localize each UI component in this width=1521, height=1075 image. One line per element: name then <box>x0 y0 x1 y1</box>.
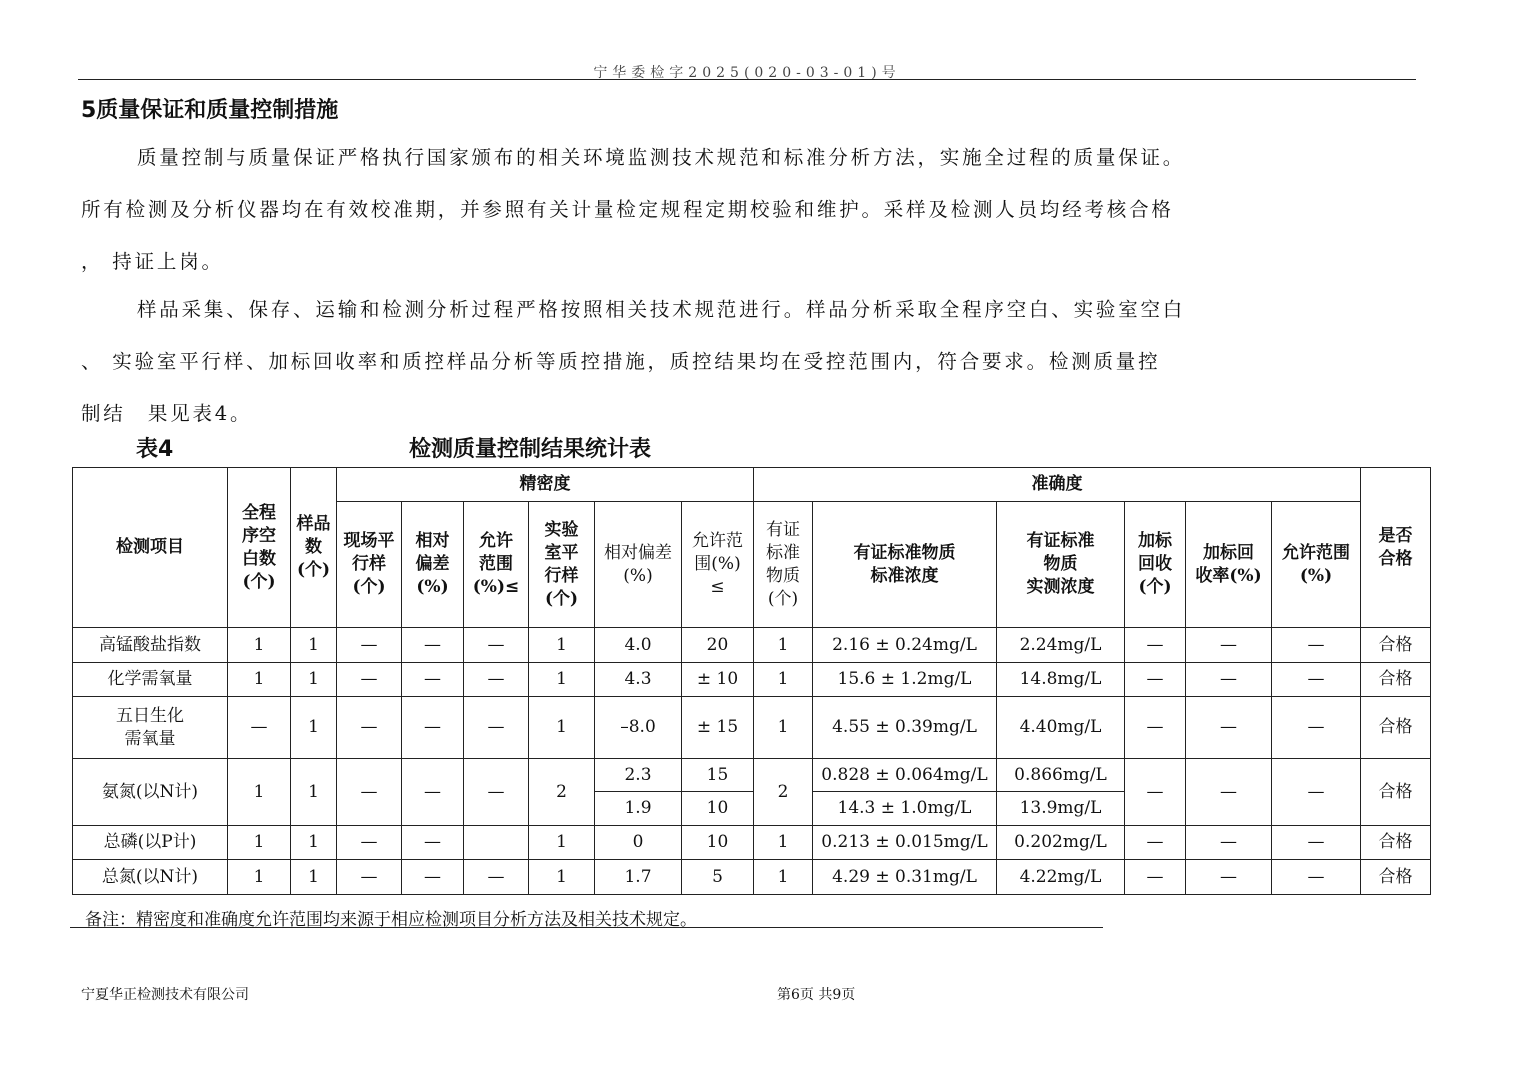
table-row <box>73 759 1431 792</box>
cell-crm-measured: 2.24mg/L <box>997 628 1125 663</box>
header-item: 检测项目 <box>73 468 228 628</box>
cell-allowed-range-lab: 20 <box>682 628 754 663</box>
cell-spike-rate: — <box>1186 826 1272 860</box>
cell-allowed-range: — <box>464 697 529 759</box>
cell-relative-deviation-lab: 2.3 <box>595 759 682 792</box>
table-header-row <box>73 468 1431 502</box>
cell-spike-rate: — <box>1186 860 1272 895</box>
cell-crm-count: 1 <box>754 860 813 895</box>
cell-samples: 1 <box>291 663 337 697</box>
cell-allowed-range-lab: 5 <box>682 860 754 895</box>
cell-qualified: 合格 <box>1361 697 1431 759</box>
paragraph-line: ， 持证上岗。 <box>81 250 224 273</box>
paragraph-quality-assurance <box>81 132 1411 288</box>
header-allowed-range: 允许 范围 (%)≤ <box>464 502 529 628</box>
cell-crm-measured: 4.40mg/L <box>997 697 1125 759</box>
header-allowed-range-lab: 允许范 围(%) ≤ <box>682 502 754 628</box>
cell-spike-rate: — <box>1186 697 1272 759</box>
document-header-code: 宁华委检字2025(020-03-01)号 <box>593 65 901 81</box>
cell-crm-concentration: 0.213 ± 0.015mg/L <box>813 826 997 860</box>
cell-lab-parallel: 2 <box>529 759 595 826</box>
cell-relative-deviation: — <box>402 826 464 860</box>
cell-samples: 1 <box>291 628 337 663</box>
table-row <box>73 697 1431 759</box>
cell-crm-measured: 13.9mg/L <box>997 792 1125 826</box>
cell-spike-allowed: — <box>1272 663 1361 697</box>
cell-spike-allowed: — <box>1272 628 1361 663</box>
cell-crm-count: 1 <box>754 697 813 759</box>
header-accuracy: 准确度 <box>754 468 1361 502</box>
cell-relative-deviation: — <box>402 628 464 663</box>
cell-lab-parallel: 1 <box>529 663 595 697</box>
cell-spike-rate: — <box>1186 663 1272 697</box>
cell-qualified: 合格 <box>1361 759 1431 826</box>
header-sample-count: 样品 数 (个) <box>291 468 337 628</box>
cell-item: 氨氮(以N计) <box>73 759 228 826</box>
header-crm-concentration: 有证标准物质 标准浓度 <box>813 502 997 628</box>
header-spike-rate: 加标回 收率(%) <box>1186 502 1272 628</box>
cell-qualified: 合格 <box>1361 628 1431 663</box>
header-rule <box>78 79 1416 80</box>
cell-item: 总氮(以N计) <box>73 860 228 895</box>
table-title: 检测质量控制结果统计表 <box>409 437 652 462</box>
cell-crm-count: 1 <box>754 663 813 697</box>
cell-blank: 1 <box>228 663 291 697</box>
cell-field-parallel: — <box>337 826 402 860</box>
cell-spike-allowed: — <box>1272 860 1361 895</box>
header-blank-count: 全程 序空 白数 (个) <box>228 468 291 628</box>
cell-spike-rate: — <box>1186 759 1272 826</box>
table-row <box>73 826 1431 860</box>
cell-lab-parallel: 1 <box>529 628 595 663</box>
paragraph-line: 所有检测及分析仪器均在有效校准期，并参照有关计量检定规程定期校验和维护。采样及检测人员均经考核合格 <box>81 198 1174 221</box>
table-note: 备注：精密度和准确度允许范围均来源于相应检测项目分析方法及相关技术规定。 <box>85 910 697 930</box>
cell-relative-deviation: — <box>402 759 464 826</box>
cell-field-parallel: — <box>337 697 402 759</box>
cell-allowed-range-lab: ± 15 <box>682 697 754 759</box>
header-lab-parallel: 实验 室平 行样 (个) <box>529 502 595 628</box>
cell-allowed-range <box>464 826 529 860</box>
cell-spike-count: — <box>1125 663 1186 697</box>
footer-page-number: 第6页 共9页 <box>777 987 856 1003</box>
cell-allowed-range-lab: ± 10 <box>682 663 754 697</box>
cell-item: 化学需氧量 <box>73 663 228 697</box>
cell-qualified: 合格 <box>1361 663 1431 697</box>
cell-relative-deviation-lab: 1.7 <box>595 860 682 895</box>
cell-field-parallel: — <box>337 860 402 895</box>
cell-lab-parallel: 1 <box>529 860 595 895</box>
cell-field-parallel: — <box>337 628 402 663</box>
cell-crm-concentration: 4.29 ± 0.31mg/L <box>813 860 997 895</box>
cell-item: 五日生化 需氧量 <box>73 697 228 759</box>
note-rule <box>70 927 1103 928</box>
cell-crm-measured: 0.202mg/L <box>997 826 1125 860</box>
cell-crm-measured: 14.8mg/L <box>997 663 1125 697</box>
paragraph-sample-handling <box>81 284 1411 440</box>
cell-crm-count: 1 <box>754 628 813 663</box>
table-row <box>73 628 1431 663</box>
cell-allowed-range-lab: 15 <box>682 759 754 792</box>
cell-allowed-range-lab: 10 <box>682 826 754 860</box>
header-relative-deviation: 相对 偏差 (%) <box>402 502 464 628</box>
cell-samples: 1 <box>291 759 337 826</box>
table-row <box>73 663 1431 697</box>
cell-spike-allowed: — <box>1272 697 1361 759</box>
cell-allowed-range: — <box>464 860 529 895</box>
cell-blank: 1 <box>228 860 291 895</box>
paragraph-line: 制结 果见表4。 <box>81 402 253 425</box>
cell-spike-rate: — <box>1186 628 1272 663</box>
cell-spike-allowed: — <box>1272 826 1361 860</box>
cell-spike-count: — <box>1125 860 1186 895</box>
cell-spike-count: — <box>1125 759 1186 826</box>
cell-item: 总磷(以P计) <box>73 826 228 860</box>
cell-crm-concentration: 15.6 ± 1.2mg/L <box>813 663 997 697</box>
cell-crm-concentration: 2.16 ± 0.24mg/L <box>813 628 997 663</box>
cell-crm-measured: 0.866mg/L <box>997 759 1125 792</box>
cell-field-parallel: — <box>337 663 402 697</box>
cell-spike-count: — <box>1125 826 1186 860</box>
cell-lab-parallel: 1 <box>529 826 595 860</box>
cell-field-parallel: — <box>337 759 402 826</box>
cell-spike-count: — <box>1125 697 1186 759</box>
cell-lab-parallel: 1 <box>529 697 595 759</box>
cell-crm-concentration: 0.828 ± 0.064mg/L <box>813 759 997 792</box>
cell-relative-deviation-lab: 4.0 <box>595 628 682 663</box>
cell-allowed-range-lab: 10 <box>682 792 754 826</box>
footer-company: 宁夏华正检测技术有限公司 <box>81 987 249 1003</box>
cell-blank: 1 <box>228 628 291 663</box>
cell-relative-deviation: — <box>402 697 464 759</box>
paragraph-line: 样品采集、保存、运输和检测分析过程严格按照相关技术规范进行。样品分析采取全程序空白、实验室空白 <box>137 298 1186 321</box>
section-title: 5质量保证和质量控制措施 <box>81 98 339 123</box>
paragraph-line: 、 实验室平行样、加标回收率和质控样品分析等质控措施，质控结果均在受控范围内，符合要求。检测质量控 <box>81 350 1161 373</box>
header-qualified: 是否 合格 <box>1361 468 1431 628</box>
table-row <box>73 860 1431 895</box>
header-spike-count: 加标 回收 (个) <box>1125 502 1186 628</box>
cell-blank: — <box>228 697 291 759</box>
header-field-parallel: 现场平 行样 (个) <box>337 502 402 628</box>
cell-relative-deviation: — <box>402 860 464 895</box>
cell-blank: 1 <box>228 759 291 826</box>
cell-allowed-range: — <box>464 628 529 663</box>
cell-allowed-range: — <box>464 759 529 826</box>
cell-samples: 1 <box>291 860 337 895</box>
cell-qualified: 合格 <box>1361 860 1431 895</box>
cell-relative-deviation-lab: –8.0 <box>595 697 682 759</box>
cell-crm-measured: 4.22mg/L <box>997 860 1125 895</box>
cell-crm-count: 1 <box>754 826 813 860</box>
header-relative-deviation-lab: 相对偏差 (%) <box>595 502 682 628</box>
table-number: 表4 <box>136 437 174 462</box>
paragraph-line: 质量控制与质量保证严格执行国家颁布的相关环境监测技术规范和标准分析方法，实施全过程的质量保证。 <box>137 146 1186 169</box>
cell-blank: 1 <box>228 826 291 860</box>
cell-qualified: 合格 <box>1361 826 1431 860</box>
cell-relative-deviation: — <box>402 663 464 697</box>
cell-relative-deviation-lab: 4.3 <box>595 663 682 697</box>
cell-item: 高锰酸盐指数 <box>73 628 228 663</box>
cell-spike-count: — <box>1125 628 1186 663</box>
cell-crm-concentration: 14.3 ± 1.0mg/L <box>813 792 997 826</box>
cell-relative-deviation-lab: 0 <box>595 826 682 860</box>
cell-spike-allowed: — <box>1272 759 1361 826</box>
cell-samples: 1 <box>291 697 337 759</box>
cell-crm-count: 2 <box>754 759 813 826</box>
header-spike-allowed: 允许范围 (%) <box>1272 502 1361 628</box>
header-crm-count: 有证 标准 物质 (个) <box>754 502 813 628</box>
cell-samples: 1 <box>291 826 337 860</box>
quality-control-table <box>72 467 1431 895</box>
cell-crm-concentration: 4.55 ± 0.39mg/L <box>813 697 997 759</box>
cell-allowed-range: — <box>464 663 529 697</box>
cell-relative-deviation-lab: 1.9 <box>595 792 682 826</box>
header-precision: 精密度 <box>337 468 754 502</box>
header-crm-measured: 有证标准 物质 实测浓度 <box>997 502 1125 628</box>
